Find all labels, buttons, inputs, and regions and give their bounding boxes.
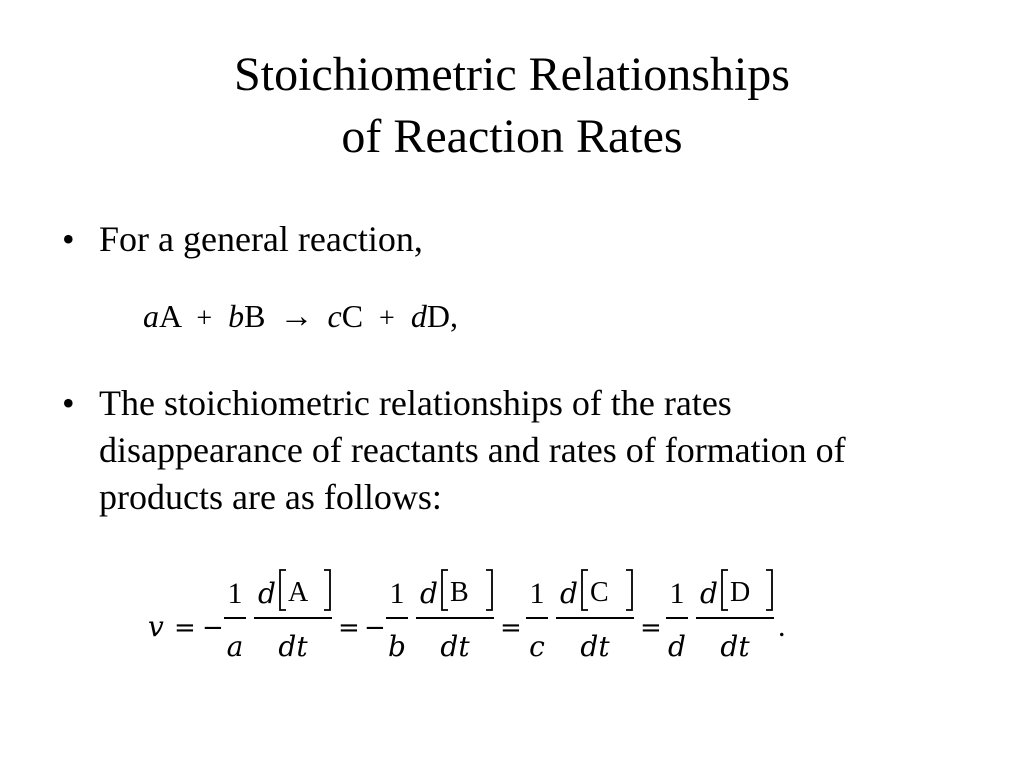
time-differential: dt bbox=[720, 630, 750, 663]
time-differential: dt bbox=[440, 630, 470, 663]
bullet-symbol: • bbox=[62, 219, 75, 259]
species-C: C bbox=[590, 577, 609, 608]
coefficient-c: c bbox=[529, 630, 545, 663]
coefficient-b: b bbox=[388, 630, 406, 663]
differential-d: d bbox=[420, 577, 438, 610]
minus-sign: − bbox=[202, 613, 224, 643]
minus-sign: − bbox=[364, 613, 386, 643]
species-D: D bbox=[426, 298, 450, 334]
left-bracket bbox=[442, 570, 448, 610]
bullet-symbol: • bbox=[62, 383, 75, 423]
title-line-1: Stoichiometric Relationships bbox=[234, 48, 790, 101]
numerator-one: 1 bbox=[529, 577, 545, 610]
right-bracket bbox=[486, 570, 492, 610]
species-C: C bbox=[341, 298, 364, 334]
coefficient-a: a bbox=[226, 630, 244, 663]
differential-d: d bbox=[560, 577, 578, 610]
velocity-symbol: v bbox=[148, 610, 164, 643]
equals-sign: = bbox=[640, 613, 662, 643]
right-bracket bbox=[324, 570, 330, 610]
differential-d: d bbox=[700, 577, 718, 610]
right-bracket bbox=[626, 570, 632, 610]
rate-equation-graphic bbox=[140, 558, 860, 668]
numerator-one: 1 bbox=[669, 577, 685, 610]
coefficient-d: d bbox=[668, 630, 686, 663]
bullet-text: For a general reaction, bbox=[99, 219, 423, 259]
trailing-comma: , bbox=[449, 298, 458, 334]
species-B: B bbox=[450, 577, 469, 608]
right-bracket bbox=[766, 570, 772, 610]
reaction-arrow: → bbox=[279, 298, 314, 335]
species-A: A bbox=[288, 577, 309, 608]
numerator-one: 1 bbox=[389, 577, 405, 610]
coefficient-b: b bbox=[228, 298, 245, 334]
coefficient-d: d bbox=[410, 298, 427, 334]
equals-sign: = bbox=[174, 613, 196, 643]
numerator-one: 1 bbox=[227, 577, 243, 610]
coefficient-c: c bbox=[327, 298, 342, 334]
title-line-2: of Reaction Rates bbox=[341, 110, 683, 163]
time-differential: dt bbox=[278, 630, 308, 663]
period: . bbox=[778, 610, 786, 643]
rate-equation bbox=[140, 558, 860, 668]
left-bracket bbox=[280, 570, 286, 610]
equals-sign: = bbox=[338, 613, 360, 643]
slide-title bbox=[0, 44, 1024, 168]
plus-sign: + bbox=[379, 303, 395, 334]
bullet-text: The stoichiometric relationships of the rates disappearance of reactants and rates of formation of products are as follows: bbox=[99, 383, 846, 517]
species-B: B bbox=[244, 298, 266, 334]
equals-sign: = bbox=[500, 613, 522, 643]
time-differential: dt bbox=[580, 630, 610, 663]
left-bracket bbox=[582, 570, 588, 610]
species-A: A bbox=[159, 298, 181, 334]
left-bracket bbox=[722, 570, 728, 610]
reaction-equation bbox=[143, 296, 458, 339]
species-D: D bbox=[730, 577, 751, 608]
differential-d: d bbox=[258, 577, 276, 610]
plus-sign: + bbox=[196, 303, 213, 334]
coefficient-a: a bbox=[143, 298, 159, 334]
